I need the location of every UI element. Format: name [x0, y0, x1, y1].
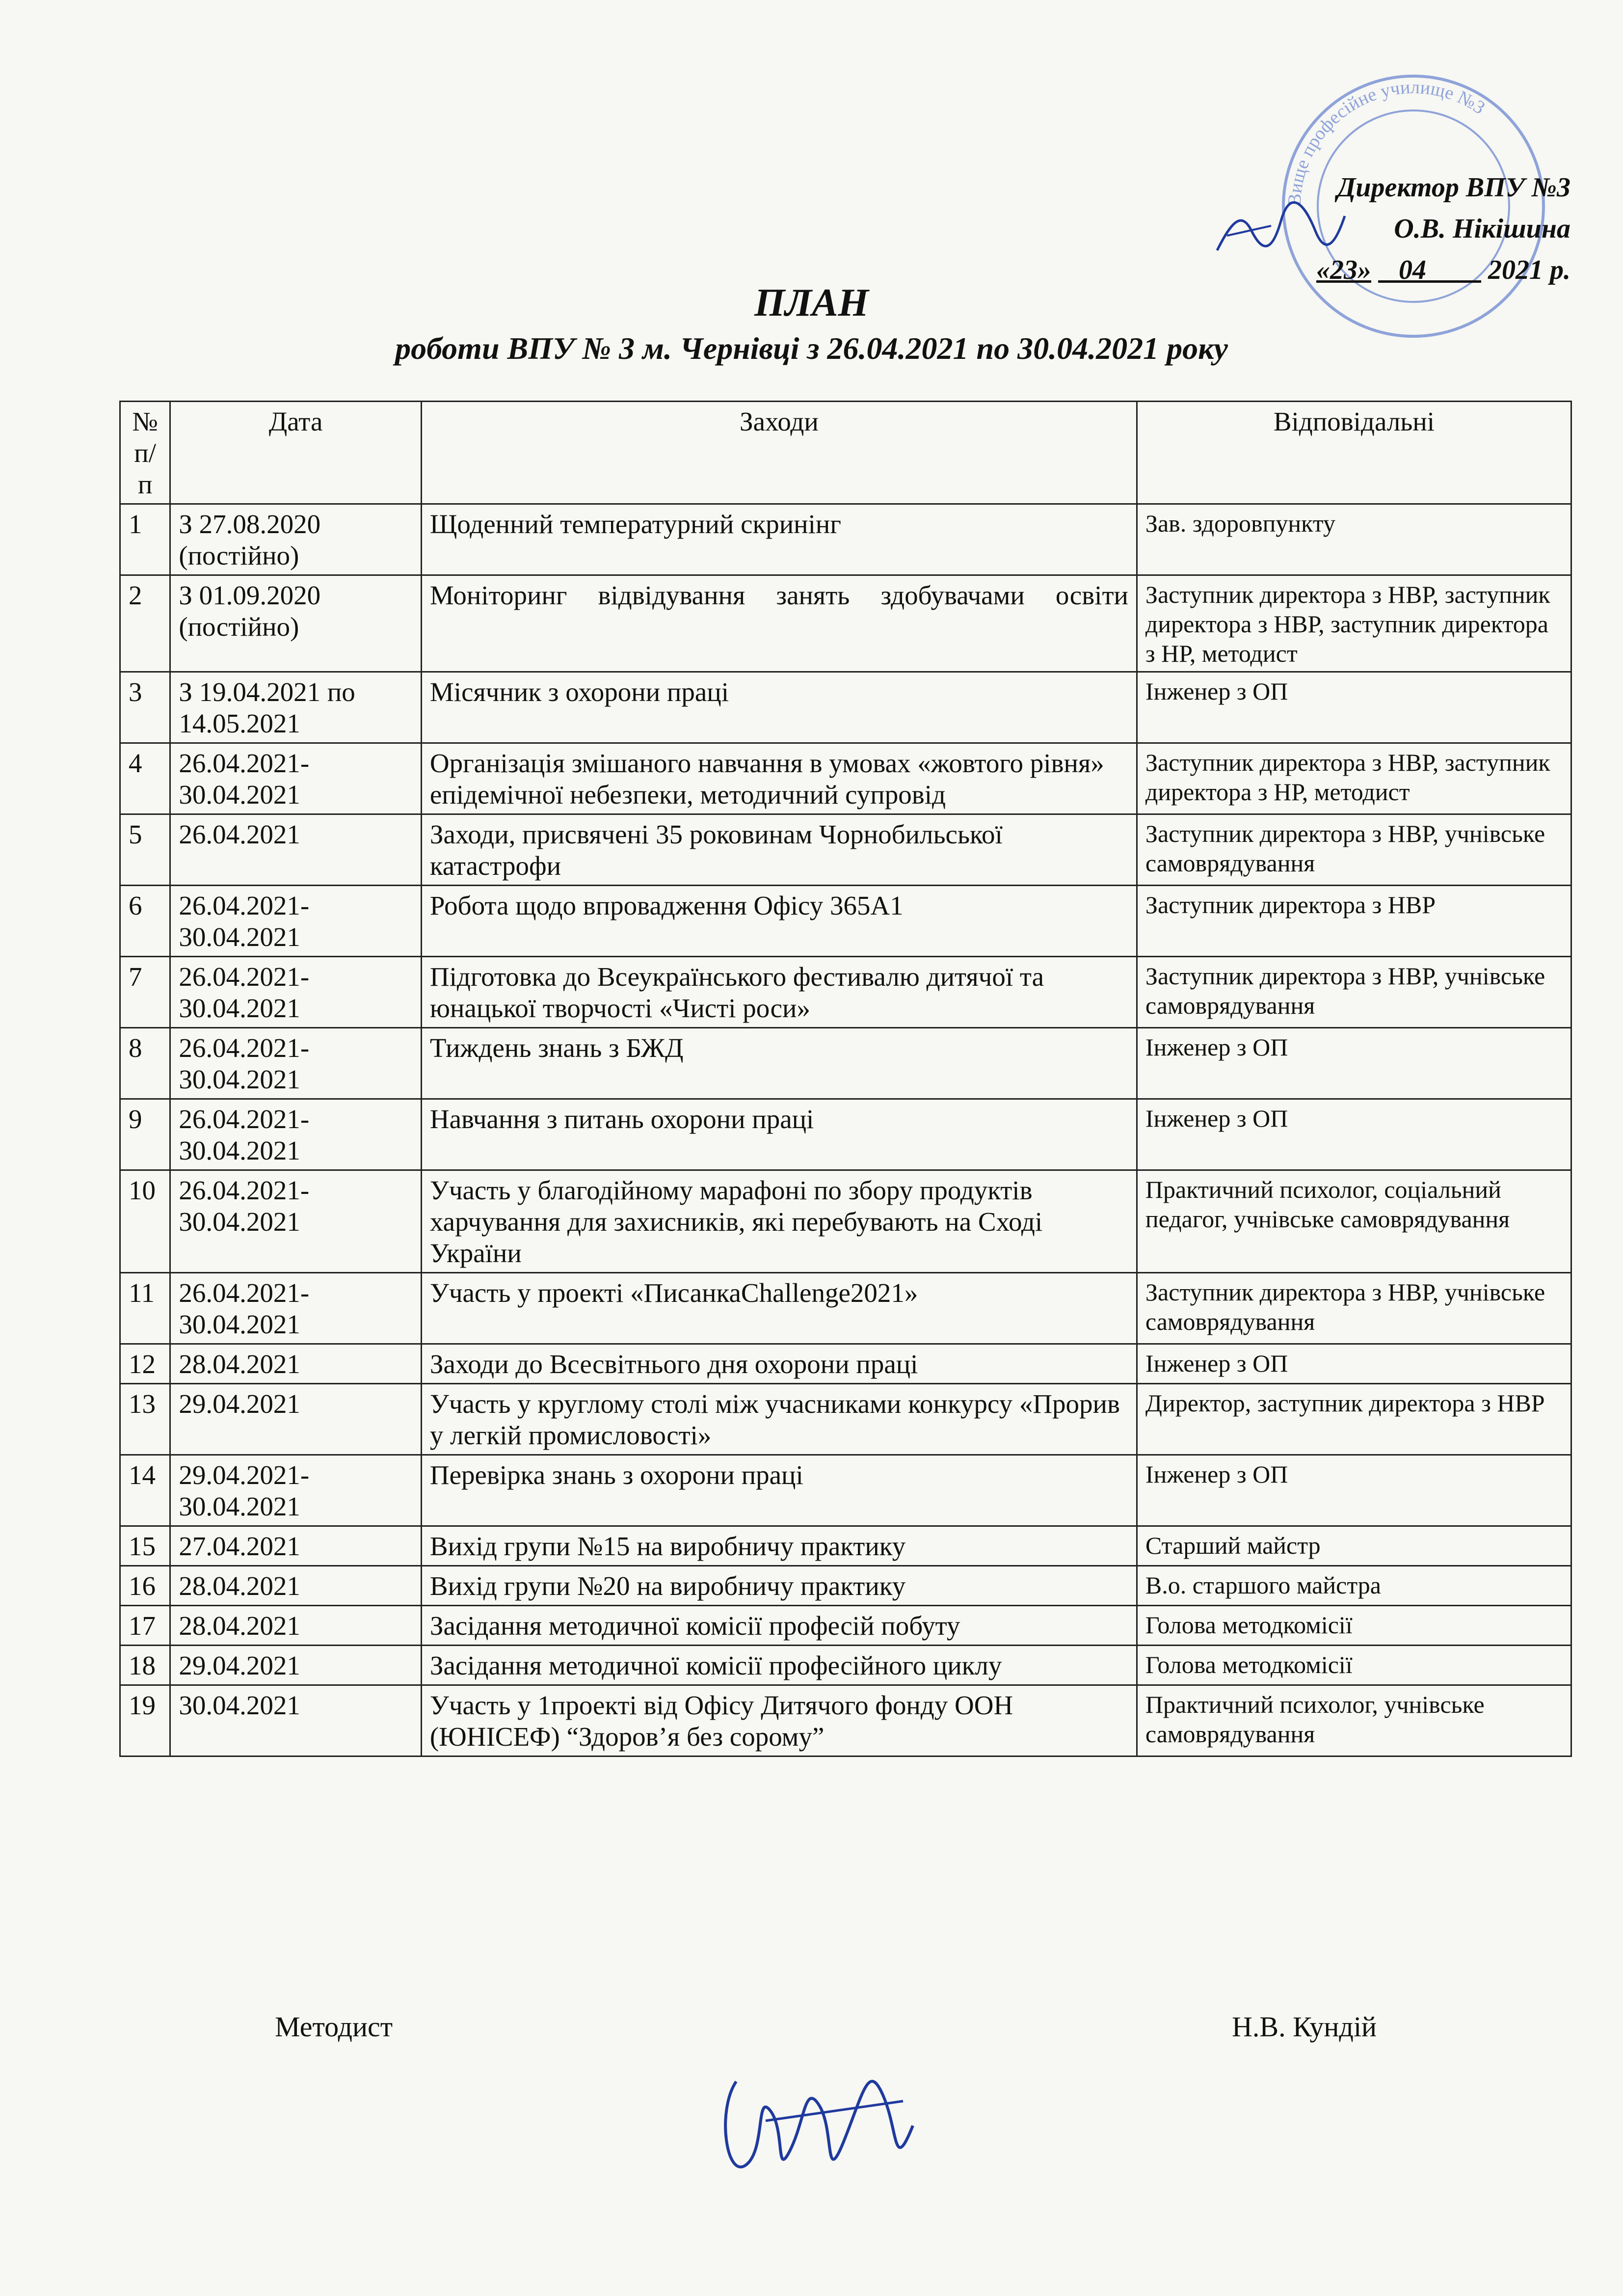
cell-num: 17 [120, 1606, 170, 1646]
cell-activity: Перевірка знань з охорони праці [421, 1455, 1137, 1526]
cell-responsible: Директор, заступник директора з НВР [1137, 1384, 1571, 1455]
cell-num: 13 [120, 1384, 170, 1455]
cell-num: 6 [120, 886, 170, 957]
cell-date: 26.04.2021- 30.04.2021 [170, 743, 422, 814]
plan-table [119, 401, 1572, 1757]
cell-num: 8 [120, 1028, 170, 1099]
svg-text:Вище професійне училище №3: Вище професійне училище №3 [1284, 77, 1489, 207]
cell-responsible: Старший майстр [1137, 1526, 1571, 1566]
cell-responsible: Заступник директора з НВР, учнівське самоврядування [1137, 957, 1571, 1028]
table-row [120, 672, 1571, 743]
table-row [120, 814, 1571, 886]
cell-date: 30.04.2021 [170, 1685, 422, 1756]
cell-activity: Заходи до Всесвітнього дня охорони праці [421, 1344, 1137, 1384]
approval-block [1129, 167, 1570, 291]
cell-responsible: Інженер з ОП [1137, 1455, 1571, 1526]
cell-num: 11 [120, 1273, 170, 1344]
cell-activity: Засідання методичної комісії професійного циклу [421, 1646, 1137, 1685]
table-row [120, 1646, 1571, 1685]
cell-activity: Засідання методичної комісії професій побуту [421, 1606, 1137, 1646]
cell-activity: Моніторинг відвідування занять здобувачами освіти [421, 575, 1137, 672]
page-subtitle: роботи ВПУ № 3 м. Чернівці з 26.04.2021 по 30.04.2021 року [395, 331, 1228, 366]
cell-activity: Участь у круглому столі між учасниками конкурсу «Прорив у легкій промисловості» [421, 1384, 1137, 1455]
cell-responsible: Зав. здоровпункту [1137, 504, 1571, 575]
cell-responsible: Практичний психолог, учнівське самоврядування [1137, 1685, 1571, 1756]
table-row [120, 1273, 1571, 1344]
table-row [120, 1685, 1571, 1756]
approval-position: Директор ВПУ №3 [1337, 172, 1570, 203]
cell-num: 12 [120, 1344, 170, 1384]
cell-date: З 01.09.2020 (постійно) [170, 575, 422, 672]
cell-date: 26.04.2021- 30.04.2021 [170, 1099, 422, 1170]
cell-num: 16 [120, 1566, 170, 1606]
cell-num: 2 [120, 575, 170, 672]
cell-activity: Участь у проекті «ПисанкаChallenge2021» [421, 1273, 1137, 1344]
table-row [120, 1344, 1571, 1384]
cell-activity: Тиждень знань з БЖД [421, 1028, 1137, 1099]
cell-activity: Вихід групи №15 на виробничу практику [421, 1526, 1137, 1566]
cell-num: 10 [120, 1170, 170, 1273]
cell-date: 28.04.2021 [170, 1344, 422, 1384]
cell-responsible: Заступник директора з НВР [1137, 886, 1571, 957]
cell-date: 26.04.2021- 30.04.2021 [170, 1170, 422, 1273]
cell-num: 14 [120, 1455, 170, 1526]
approval-name: О.В. Нікішина [1394, 214, 1570, 244]
cell-date: 29.04.2021 [170, 1646, 422, 1685]
table-row [120, 743, 1571, 814]
cell-date: З 19.04.2021 по 14.05.2021 [170, 672, 422, 743]
page-title: ПЛАН [754, 281, 869, 324]
table-row [120, 1455, 1571, 1526]
cell-num: 9 [120, 1099, 170, 1170]
cell-responsible: Практичний психолог, соціальний педагог, учнівське самоврядування [1137, 1170, 1571, 1273]
table-row [120, 1606, 1571, 1646]
cell-date: 28.04.2021 [170, 1566, 422, 1606]
cell-num: 4 [120, 743, 170, 814]
table-row [120, 504, 1571, 575]
methodist-signature [707, 2052, 942, 2199]
cell-activity: Участь у 1проекті від Офісу Дитячого фонду ООН (ЮНІСЕФ) “Здоров’я без сорому” [421, 1685, 1137, 1756]
cell-responsible: Інженер з ОП [1137, 1344, 1571, 1384]
cell-activity: Підготовка до Всеукраїнського фестивалю дитячої та юнацької творчості «Чисті роси» [421, 957, 1137, 1028]
cell-date: 26.04.2021 [170, 814, 422, 886]
approval-month-value: 04 [1399, 255, 1426, 285]
table-row [120, 1170, 1571, 1273]
cell-date: 29.04.2021- 30.04.2021 [170, 1455, 422, 1526]
cell-date: 26.04.2021- 30.04.2021 [170, 886, 422, 957]
cell-responsible: Голова методкомісії [1137, 1606, 1571, 1646]
cell-activity: Вихід групи №20 на виробничу практику [421, 1566, 1137, 1606]
table-row [120, 1099, 1571, 1170]
cell-num: 15 [120, 1526, 170, 1566]
cell-activity: Участь у благодійному марафоні по збору продуктів харчування для захисників, які перебувають на Сході України [421, 1170, 1137, 1273]
cell-date: З 27.08.2020 (постійно) [170, 504, 422, 575]
cell-num: 5 [120, 814, 170, 886]
cell-date: 27.04.2021 [170, 1526, 422, 1566]
cell-date: 26.04.2021- 30.04.2021 [170, 1273, 422, 1344]
cell-activity: Заходи, присвячені 35 роковинам Чорнобильської катастрофи [421, 814, 1137, 886]
table-row [120, 575, 1571, 672]
table-header-row [120, 402, 1571, 504]
approval-name-line [1129, 208, 1570, 249]
cell-num: 1 [120, 504, 170, 575]
cell-responsible: Інженер з ОП [1137, 1028, 1571, 1099]
cell-date: 26.04.2021- 30.04.2021 [170, 957, 422, 1028]
footer-position: Методист [275, 2011, 393, 2043]
approval-day: «23» [1316, 255, 1371, 285]
header-num: № п/п [120, 402, 170, 504]
cell-num: 7 [120, 957, 170, 1028]
header-date: Дата [170, 402, 422, 504]
table-row [120, 886, 1571, 957]
cell-activity: Навчання з питань охорони праці [421, 1099, 1137, 1170]
cell-activity: Щоденний температурний скринінг [421, 504, 1137, 575]
cell-activity: Організація змішаного навчання в умовах «жовтого рівня» епідемічної небезпеки, методичний супровід [421, 743, 1137, 814]
header-activity: Заходи [421, 402, 1137, 504]
cell-responsible: Інженер з ОП [1137, 672, 1571, 743]
table-row [120, 1526, 1571, 1566]
cell-activity: Місячник з охорони праці [421, 672, 1137, 743]
cell-date: 29.04.2021 [170, 1384, 422, 1455]
cell-num: 18 [120, 1646, 170, 1685]
table-row [120, 1028, 1571, 1099]
cell-activity: Робота щодо впровадження Офісу 365А1 [421, 886, 1137, 957]
footer-name: Н.В. Кундій [1232, 2011, 1377, 2043]
cell-responsible: Голова методкомісії [1137, 1646, 1571, 1685]
table-row [120, 1566, 1571, 1606]
cell-responsible: Заступник директора з НВР, учнівське самоврядування [1137, 814, 1571, 886]
cell-responsible: В.о. старшого майстра [1137, 1566, 1571, 1606]
header-responsible: Відповідальні [1137, 402, 1571, 504]
cell-num: 19 [120, 1685, 170, 1756]
cell-responsible: Заступник директора з НВР, заступник директора з НР, методист [1137, 743, 1571, 814]
cell-date: 26.04.2021- 30.04.2021 [170, 1028, 422, 1099]
table-row [120, 957, 1571, 1028]
cell-responsible: Заступник директора з НВР, заступник директора з НВР, заступник директора з НР, методист [1137, 575, 1571, 672]
approval-year: 2021 р. [1488, 255, 1570, 285]
cell-num: 3 [120, 672, 170, 743]
cell-responsible: Заступник директора з НВР, учнівське самоврядування [1137, 1273, 1571, 1344]
table-row [120, 1384, 1571, 1455]
cell-responsible: Інженер з ОП [1137, 1099, 1571, 1170]
cell-date: 28.04.2021 [170, 1606, 422, 1646]
